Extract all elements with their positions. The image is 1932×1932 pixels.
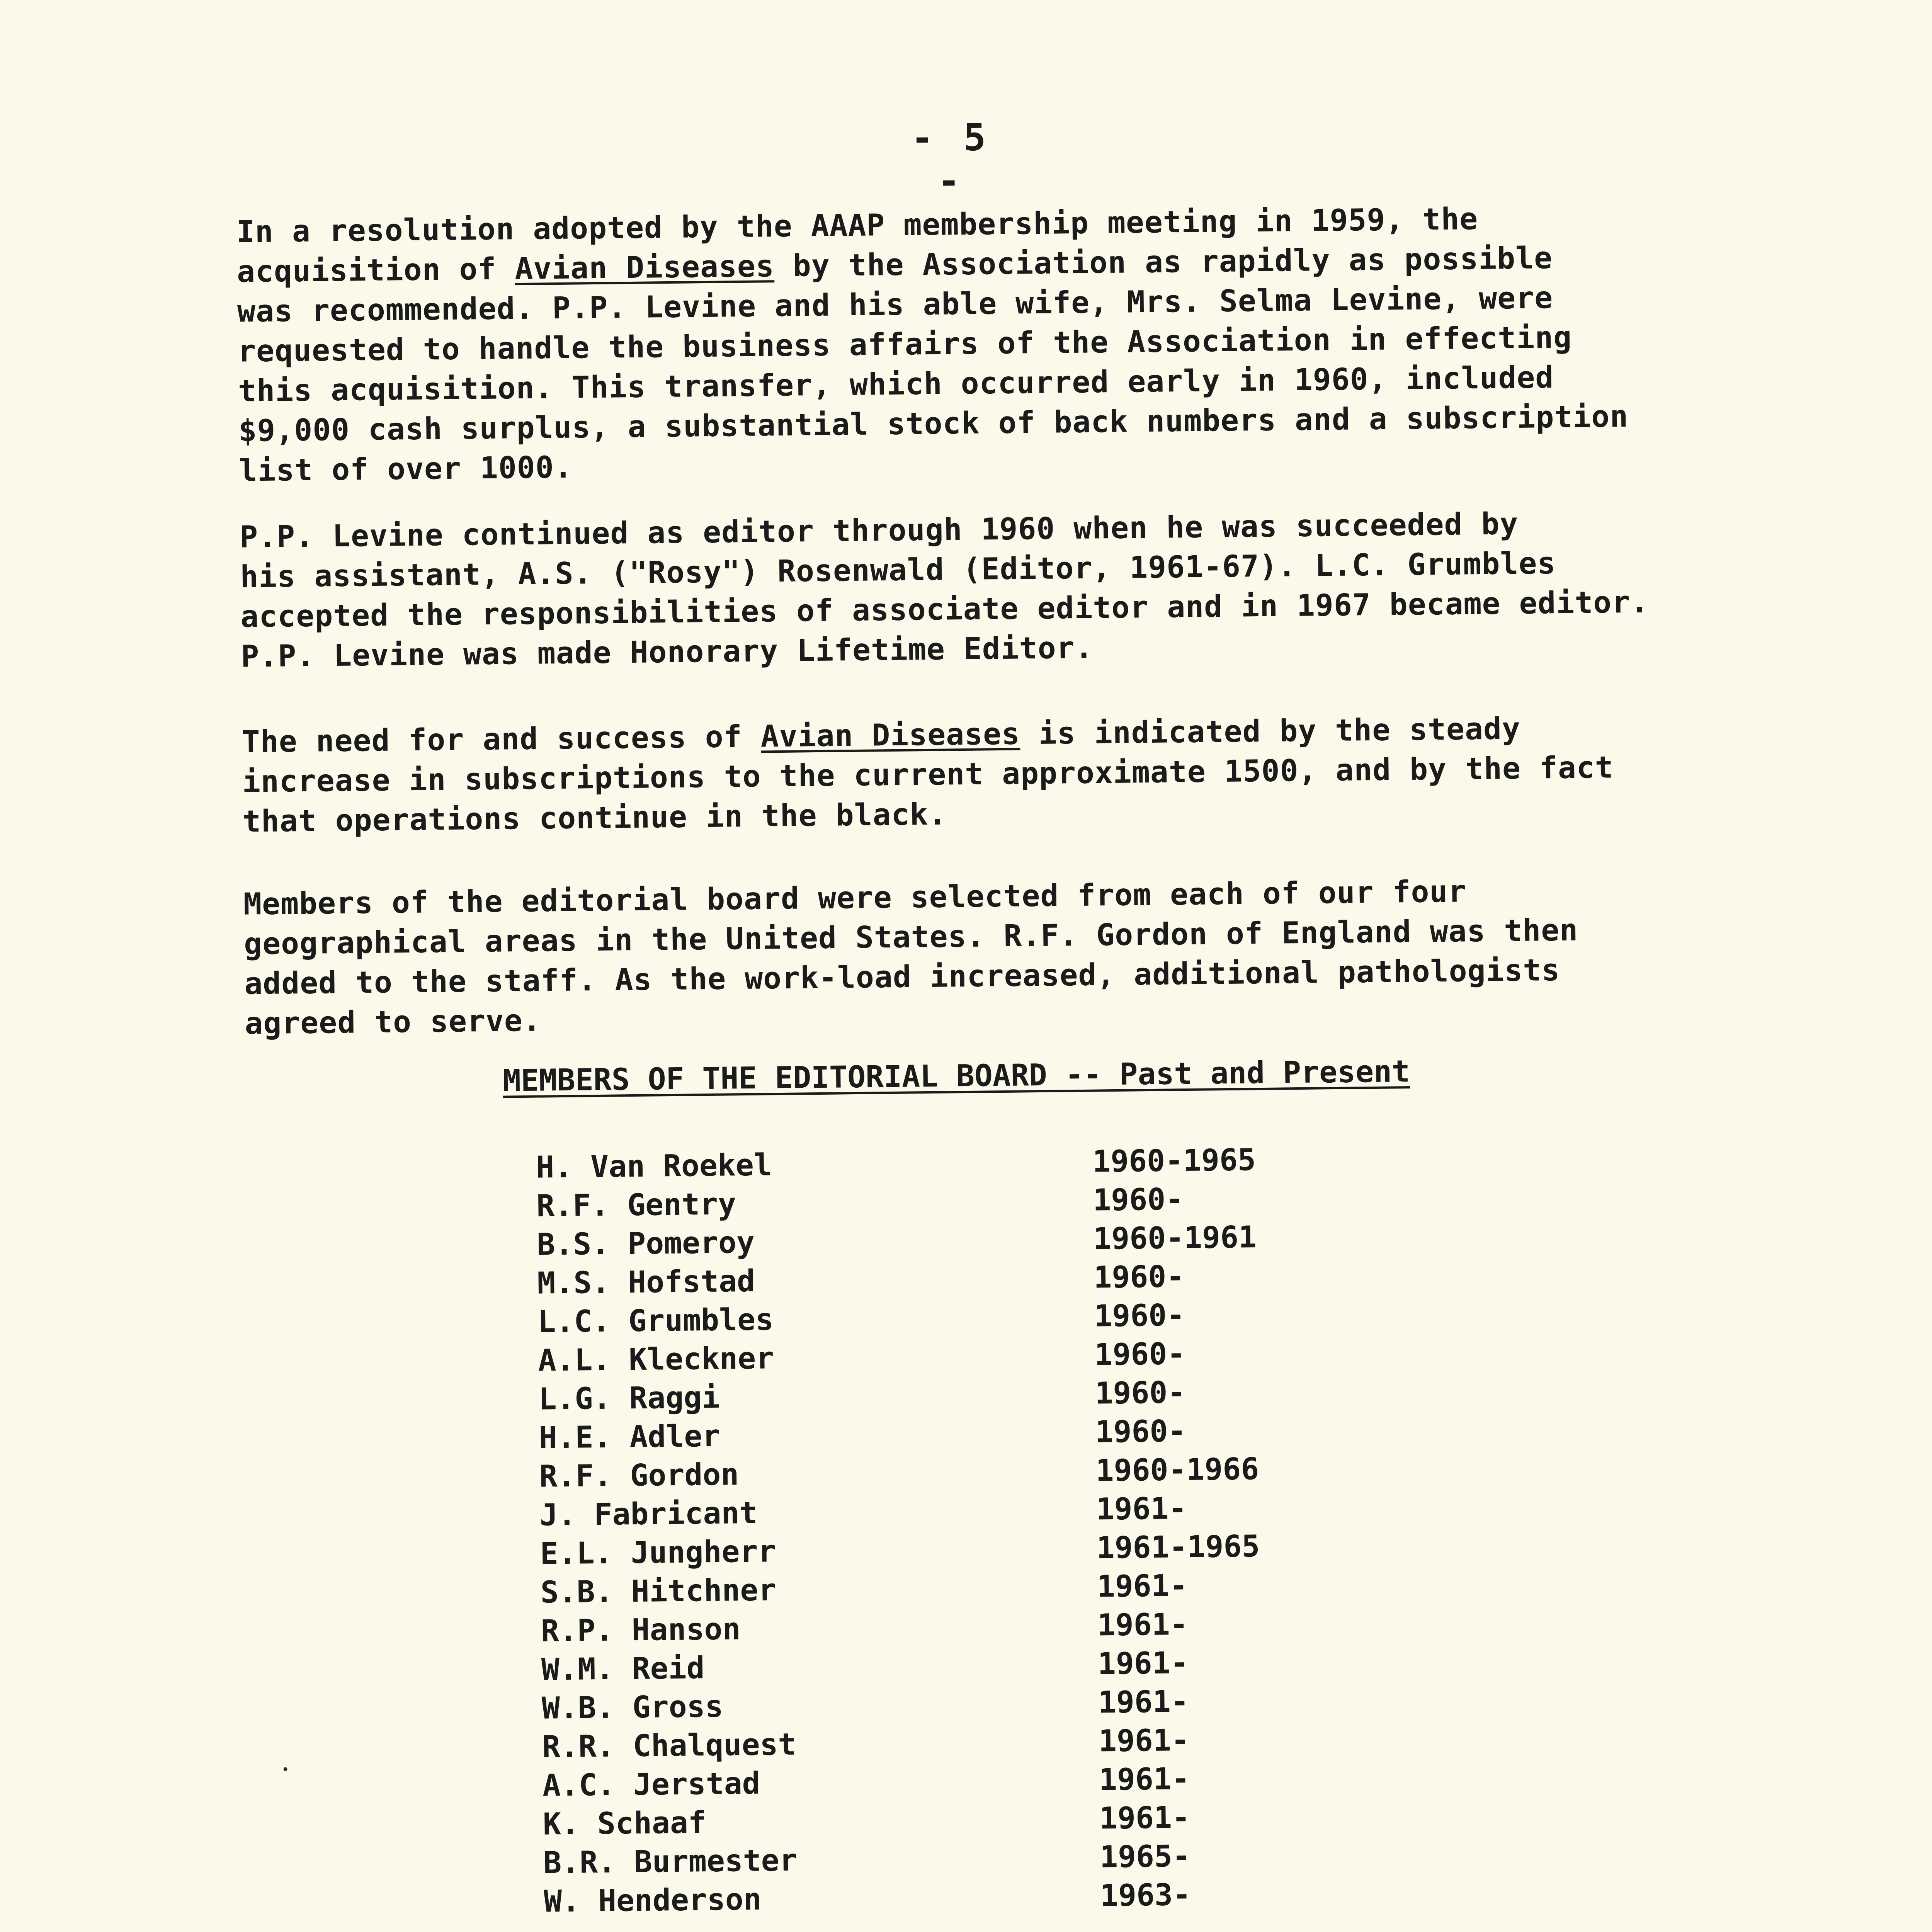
board-member-name: K. Schaaf bbox=[543, 1805, 707, 1842]
board-member-name: J. Fabricant bbox=[539, 1495, 758, 1533]
board-member-years: 1960- bbox=[1094, 1298, 1185, 1334]
paragraph-text: The need for and success of bbox=[242, 719, 761, 760]
board-member-years: 1963- bbox=[1100, 1878, 1191, 1913]
paragraph-text: In a resolution adopted by the AAAP membership meeting in 1959, the acquisition of bbox=[236, 202, 1478, 289]
paragraph-editorial-board bbox=[243, 869, 1771, 1044]
board-heading-text: MEMBERS OF THE EDITORIAL BOARD -- Past and Present bbox=[502, 1054, 1410, 1099]
board-member-years: 1961- bbox=[1096, 1491, 1187, 1527]
board-member-years: 1961- bbox=[1097, 1607, 1189, 1643]
board-member-years: 1960- bbox=[1095, 1414, 1186, 1450]
board-member-years: 1961- bbox=[1099, 1800, 1190, 1836]
board-member-years: 1961-1965 bbox=[1096, 1529, 1260, 1566]
board-member-list bbox=[536, 1140, 1317, 1921]
board-member-name: W.M. Reid bbox=[541, 1651, 705, 1687]
board-member-years: 1961- bbox=[1098, 1723, 1190, 1759]
board-member-name: W. Henderson bbox=[543, 1882, 762, 1919]
board-member-years: 1960- bbox=[1093, 1259, 1185, 1295]
board-member-years: 1960-1965 bbox=[1092, 1143, 1256, 1179]
board-member-name: R.P. Hanson bbox=[541, 1612, 741, 1649]
paragraph-success bbox=[242, 706, 1769, 842]
board-member-years: 1960-1966 bbox=[1095, 1452, 1259, 1488]
paragraph-editors bbox=[240, 502, 1767, 677]
board-heading bbox=[473, 1054, 1440, 1099]
paragraph-text: P.P. Levine continued as editor through 1960 when he was succeeded by his assistant, A.S. ("Rosy") Rosenwald (Editor, 1961-67). L.C. Grumbles accepted the responsibilities of associate editor and in 1967 became editor. P.P. Levine was made Honorary Lifetime Editor. bbox=[239, 506, 1649, 674]
paragraph-acquisition bbox=[236, 196, 1765, 491]
board-member-years: 1961- bbox=[1097, 1646, 1189, 1682]
board-member-name: R.F. Gordon bbox=[539, 1457, 739, 1494]
board-member-years: 1961- bbox=[1099, 1762, 1190, 1798]
board-member-name: B.S. Pomeroy bbox=[536, 1225, 755, 1262]
board-member-name: S.B. Hitchner bbox=[540, 1573, 777, 1610]
board-member-years: 1960-1961 bbox=[1093, 1220, 1257, 1257]
board-member-name: A.C. Jerstad bbox=[542, 1766, 761, 1803]
board-member-name: H. Van Roekel bbox=[536, 1148, 772, 1185]
journal-title: Avian Diseases bbox=[760, 716, 1020, 754]
board-member-years: 1961- bbox=[1098, 1684, 1189, 1720]
board-member-name: R.R. Chalquest bbox=[542, 1727, 796, 1765]
paragraph-text: Members of the editorial board were selected from each of our four geographical areas in the United States. R.F. Gordon of England was then added to the staff. As the work-load increased, additional pathologists agreed to serve. bbox=[243, 874, 1578, 1041]
board-member-name: M.S. Hofstad bbox=[537, 1264, 755, 1301]
board-member-name: R.F. Gentry bbox=[536, 1187, 736, 1224]
board-member-years: 1965- bbox=[1099, 1839, 1191, 1875]
board-member-name: H.E. Adler bbox=[539, 1418, 721, 1456]
margin-mark bbox=[284, 1767, 287, 1771]
board-member-name: W.B. Gross bbox=[541, 1689, 724, 1726]
board-member-name: A.L. Kleckner bbox=[538, 1341, 774, 1378]
board-member-years: 1960- bbox=[1095, 1375, 1186, 1411]
board-member-years: 1960- bbox=[1092, 1182, 1184, 1218]
journal-title: Avian Diseases bbox=[514, 249, 775, 287]
board-member-row bbox=[544, 1874, 1317, 1921]
board-member-years: 1960- bbox=[1094, 1337, 1185, 1372]
board-member-name: L.G. Raggi bbox=[538, 1380, 720, 1417]
board-member-name: B.R. Burmester bbox=[543, 1843, 798, 1881]
board-member-years: 1961- bbox=[1097, 1568, 1188, 1604]
board-member-name: L.C. Grumbles bbox=[537, 1302, 774, 1340]
paragraph-text: by the Association as rapidly as possible was recommended. P.P. Levine and his able wife, Mrs. Selma Levine, were requested to handle the business affairs of the Association in effecting this acquisition. This transfer, which occurred early in 1960, included $9,000 cash surplus, a substantial stock of back numbers and a subscription list of over 1000. bbox=[237, 241, 1629, 488]
paragraph-text: is indicated by the steady increase in subscriptions to the current approximate 1500, and by the fact that operations continue in the black. bbox=[242, 711, 1614, 839]
page-number: - 5 - bbox=[911, 116, 990, 203]
board-member-name: E.L. Jungherr bbox=[540, 1534, 776, 1571]
